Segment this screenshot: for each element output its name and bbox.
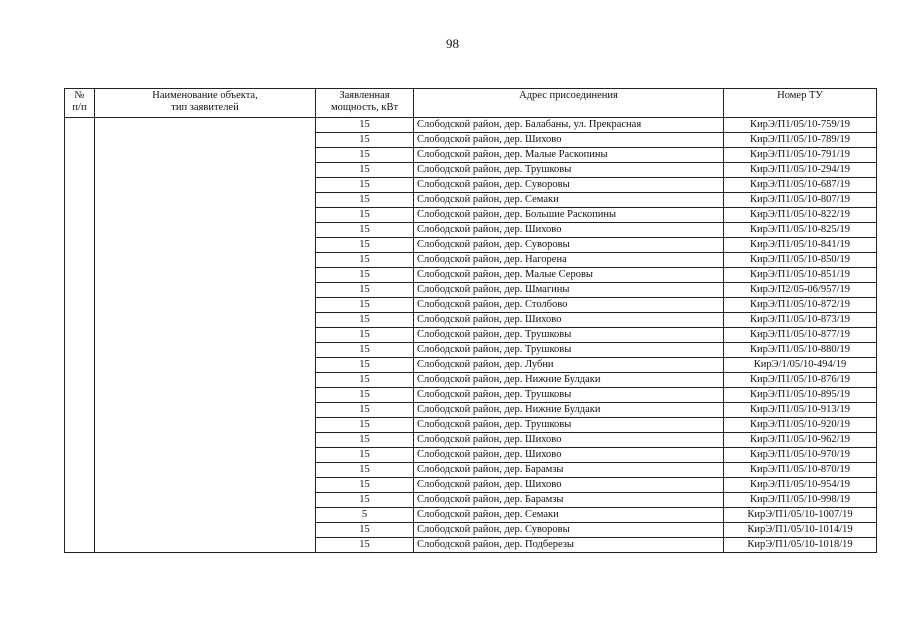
- tu-number-cell: КирЭ/П1/05/10-1007/19: [724, 508, 877, 523]
- declared-power-cell: 15: [316, 403, 414, 418]
- tu-number-cell: КирЭ/П1/05/10-841/19: [724, 238, 877, 253]
- connection-address-cell: Слободской район, дер. Шихово: [414, 223, 724, 238]
- tu-number-cell: КирЭ/П1/05/10-825/19: [724, 223, 877, 238]
- table-row: [65, 118, 877, 133]
- header-declared-power-line1: Заявленная: [339, 90, 390, 101]
- declared-power-cell: 15: [316, 418, 414, 433]
- tu-number-cell: КирЭ/П1/05/10-1014/19: [724, 523, 877, 538]
- page-number: 98: [446, 36, 459, 51]
- declared-power-cell: 15: [316, 178, 414, 193]
- table-header-row: [65, 89, 877, 118]
- connection-address-cell: Слободской район, дер. Трушковы: [414, 163, 724, 178]
- declared-power-cell: 15: [316, 238, 414, 253]
- connection-address-cell: Слободской район, дер. Малые Серовы: [414, 268, 724, 283]
- tu-number-cell: КирЭ/П1/05/10-880/19: [724, 343, 877, 358]
- table-body: [65, 118, 877, 553]
- tu-number-cell: КирЭ/П1/05/10-913/19: [724, 403, 877, 418]
- connection-address-cell: Слободской район, дер. Шихово: [414, 478, 724, 493]
- declared-power-cell: 15: [316, 133, 414, 148]
- declared-power-cell: 15: [316, 358, 414, 373]
- declared-power-cell: 15: [316, 538, 414, 553]
- header-tu-number: Номер ТУ: [724, 89, 877, 118]
- declared-power-cell: 15: [316, 478, 414, 493]
- header-object-name-line2: тип заявителей: [171, 102, 239, 113]
- header-number: [65, 89, 95, 118]
- connection-address-cell: Слободской район, дер. Семаки: [414, 508, 724, 523]
- connection-address-cell: Слободской район, дер. Шихово: [414, 433, 724, 448]
- declared-power-cell: 15: [316, 283, 414, 298]
- tu-number-cell: КирЭ/П1/05/10-870/19: [724, 463, 877, 478]
- tu-number-cell: КирЭ/П1/05/10-872/19: [724, 298, 877, 313]
- connection-address-cell: Слободской район, дер. Столбово: [414, 298, 724, 313]
- connection-address-cell: Слободской район, дер. Нижние Булдаки: [414, 373, 724, 388]
- header-declared-power: [316, 89, 414, 118]
- connection-address-cell: Слободской район, дер. Нагорена: [414, 253, 724, 268]
- connection-address-cell: Слободской район, дер. Трушковы: [414, 343, 724, 358]
- declared-power-cell: 15: [316, 148, 414, 163]
- connection-address-cell: Слободской район, дер. Шихово: [414, 448, 724, 463]
- tu-number-cell: КирЭ/П1/05/10-877/19: [724, 328, 877, 343]
- tu-number-cell: КирЭ/П1/05/10-687/19: [724, 178, 877, 193]
- tu-number-cell: КирЭ/П1/05/10-791/19: [724, 148, 877, 163]
- number-cell: [65, 118, 95, 553]
- tu-number-cell: КирЭ/П1/05/10-807/19: [724, 193, 877, 208]
- tu-number-cell: КирЭ/1/05/10-494/19: [724, 358, 877, 373]
- object-name-cell: [95, 118, 316, 553]
- declared-power-cell: 15: [316, 388, 414, 403]
- header-number-line1: №: [74, 90, 85, 101]
- declared-power-cell: 15: [316, 448, 414, 463]
- tu-number-cell: КирЭ/П1/05/10-920/19: [724, 418, 877, 433]
- connection-address-cell: Слободской район, дер. Шихово: [414, 313, 724, 328]
- declared-power-cell: 15: [316, 193, 414, 208]
- connection-address-cell: Слободской район, дер. Суворовы: [414, 178, 724, 193]
- connection-address-cell: Слободской район, дер. Суворовы: [414, 238, 724, 253]
- declared-power-cell: 15: [316, 373, 414, 388]
- declared-power-cell: 5: [316, 508, 414, 523]
- declared-power-cell: 15: [316, 118, 414, 133]
- declared-power-cell: 15: [316, 313, 414, 328]
- declared-power-cell: 15: [316, 463, 414, 478]
- tu-number-cell: КирЭ/П1/05/10-851/19: [724, 268, 877, 283]
- tu-number-cell: КирЭ/П1/05/10-1018/19: [724, 538, 877, 553]
- header-number-line2: п/п: [72, 102, 87, 113]
- declared-power-cell: 15: [316, 523, 414, 538]
- declared-power-cell: 15: [316, 493, 414, 508]
- tu-number-cell: КирЭ/П1/05/10-873/19: [724, 313, 877, 328]
- tu-number-cell: КирЭ/П1/05/10-850/19: [724, 253, 877, 268]
- header-connection-address: Адрес присоединения: [414, 89, 724, 118]
- tu-number-cell: КирЭ/П1/05/10-822/19: [724, 208, 877, 223]
- tu-number-cell: КирЭ/П1/05/10-962/19: [724, 433, 877, 448]
- header-object-name-line1: Наименование объекта,: [152, 90, 258, 101]
- tu-number-cell: КирЭ/П1/05/10-970/19: [724, 448, 877, 463]
- header-declared-power-line2: мощность, кВт: [330, 102, 399, 113]
- connection-address-cell: Слободской район, дер. Большие Раскопины: [414, 208, 724, 223]
- tu-number-cell: КирЭ/П1/05/10-895/19: [724, 388, 877, 403]
- tu-number-cell: КирЭ/П2/05-06/957/19: [724, 283, 877, 298]
- tu-number-cell: КирЭ/П1/05/10-954/19: [724, 478, 877, 493]
- tu-number-cell: КирЭ/П1/05/10-998/19: [724, 493, 877, 508]
- tu-number-cell: КирЭ/П1/05/10-789/19: [724, 133, 877, 148]
- connection-address-cell: Слободской район, дер. Шмагины: [414, 283, 724, 298]
- declared-power-cell: 15: [316, 328, 414, 343]
- tu-number-cell: КирЭ/П1/05/10-759/19: [724, 118, 877, 133]
- declared-power-cell: 15: [316, 223, 414, 238]
- declared-power-cell: 15: [316, 268, 414, 283]
- connections-table: [64, 88, 877, 553]
- connection-address-cell: Слободской район, дер. Барамзы: [414, 463, 724, 478]
- connection-address-cell: Слободской район, дер. Подберезы: [414, 538, 724, 553]
- tu-number-cell: КирЭ/П1/05/10-876/19: [724, 373, 877, 388]
- connection-address-cell: Слободской район, дер. Трушковы: [414, 418, 724, 433]
- declared-power-cell: 15: [316, 163, 414, 178]
- connection-address-cell: Слободской район, дер. Семаки: [414, 193, 724, 208]
- declared-power-cell: 15: [316, 298, 414, 313]
- connection-address-cell: Слободской район, дер. Нижние Булдаки: [414, 403, 724, 418]
- connection-address-cell: Слободской район, дер. Шихово: [414, 133, 724, 148]
- declared-power-cell: 15: [316, 433, 414, 448]
- connection-address-cell: Слободской район, дер. Барамзы: [414, 493, 724, 508]
- declared-power-cell: 15: [316, 208, 414, 223]
- connection-address-cell: Слободской район, дер. Балабаны, ул. Прекрасная: [414, 118, 724, 133]
- connection-address-cell: Слободской район, дер. Суворовы: [414, 523, 724, 538]
- declared-power-cell: 15: [316, 253, 414, 268]
- header-object-name: [95, 89, 316, 118]
- tu-number-cell: КирЭ/П1/05/10-294/19: [724, 163, 877, 178]
- connection-address-cell: Слободской район, дер. Лубни: [414, 358, 724, 373]
- declared-power-cell: 15: [316, 343, 414, 358]
- connection-address-cell: Слободской район, дер. Трушковы: [414, 388, 724, 403]
- connection-address-cell: Слободской район, дер. Трушковы: [414, 328, 724, 343]
- connection-address-cell: Слободской район, дер. Малые Раскопины: [414, 148, 724, 163]
